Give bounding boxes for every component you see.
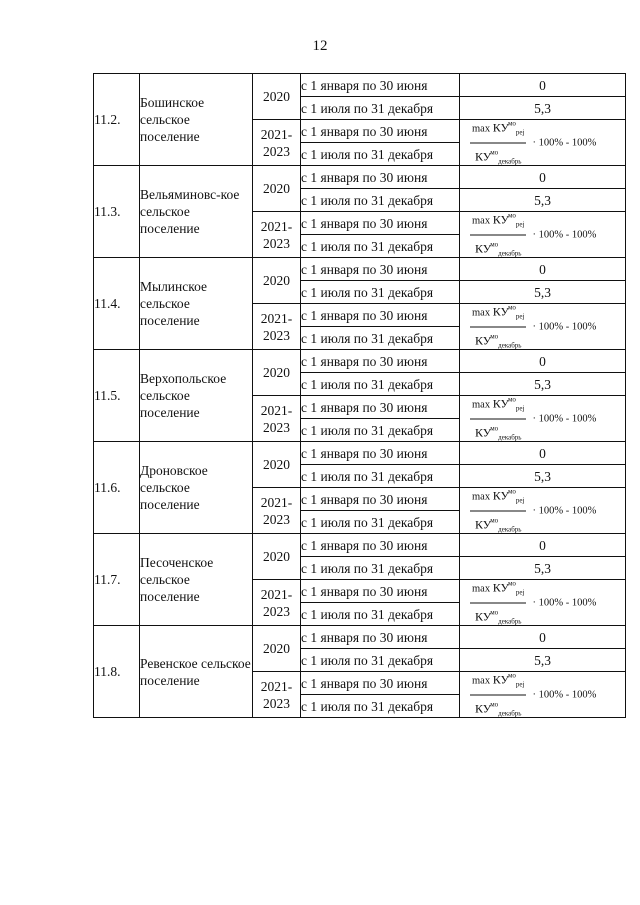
settlement-name: Ревенское сельское поселение: [140, 626, 253, 718]
formula-cell: [460, 304, 626, 350]
value-cell: 0: [460, 350, 626, 373]
period-cell: с 1 января по 30 июня: [301, 442, 460, 465]
period-cell: с 1 января по 30 июня: [301, 166, 460, 189]
settlement-name: Бошинское сельское поселение: [140, 74, 253, 166]
page-number: 12: [312, 38, 328, 54]
settlement-name: Мылинское сельское поселение: [140, 258, 253, 350]
value-cell: 0: [460, 74, 626, 97]
formula-cell: [460, 212, 626, 258]
year-cell: 2021-2023: [253, 580, 301, 626]
year-cell: 2020: [253, 442, 301, 488]
row-number: 11.6.: [94, 442, 140, 534]
year-cell: 2021-2023: [253, 120, 301, 166]
formula-cell: [460, 488, 626, 534]
index-formula: $\frac{\max КУ^{мо}_{реj}}{КУ^{мо}_{декабрь}}$ · 100% - 100%: [470, 483, 596, 538]
year-cell: 2020: [253, 74, 301, 120]
row-number: 11.2.: [94, 74, 140, 166]
year-cell: 2020: [253, 626, 301, 672]
period-cell: с 1 июля по 31 декабря: [301, 557, 460, 580]
settlement-name: Песоченское сельское поселение: [140, 534, 253, 626]
value-cell: 5,3: [460, 97, 626, 120]
table-row: [94, 74, 626, 97]
value-cell: 5,3: [460, 281, 626, 304]
value-cell: 0: [460, 166, 626, 189]
index-formula: $\frac{\max КУ^{мо}_{реj}}{КУ^{мо}_{декабрь}}$ · 100% - 100%: [470, 299, 596, 354]
period-cell: с 1 января по 30 июня: [301, 534, 460, 557]
year-cell: 2021-2023: [253, 672, 301, 718]
period-cell: с 1 июля по 31 декабря: [301, 281, 460, 304]
year-cell: 2020: [253, 350, 301, 396]
value-cell: 0: [460, 626, 626, 649]
value-cell: 5,3: [460, 649, 626, 672]
period-cell: с 1 июля по 31 декабря: [301, 695, 460, 718]
year-cell: 2021-2023: [253, 488, 301, 534]
settlement-name: Вельяминовс-кое сельское поселение: [140, 166, 253, 258]
period-cell: с 1 января по 30 июня: [301, 258, 460, 281]
value-cell: 0: [460, 258, 626, 281]
row-number: 11.4.: [94, 258, 140, 350]
row-number: 11.7.: [94, 534, 140, 626]
period-cell: с 1 января по 30 июня: [301, 212, 460, 235]
period-cell: с 1 января по 30 июня: [301, 488, 460, 511]
tariff-table: [93, 73, 626, 718]
settlement-name: Дроновское сельское поселение: [140, 442, 253, 534]
formula-cell: [460, 396, 626, 442]
year-cell: 2020: [253, 258, 301, 304]
index-formula: $\frac{\max КУ^{мо}_{реj}}{КУ^{мо}_{декабрь}}$ · 100% - 100%: [470, 575, 596, 630]
value-cell: 5,3: [460, 557, 626, 580]
settlement-name: Верхопольское сельское поселение: [140, 350, 253, 442]
value-cell: 5,3: [460, 373, 626, 396]
index-formula: $\frac{\max КУ^{мо}_{реj}}{КУ^{мо}_{декабрь}}$ · 100% - 100%: [470, 115, 596, 170]
period-cell: с 1 января по 30 июня: [301, 580, 460, 603]
value-cell: 0: [460, 442, 626, 465]
formula-cell: [460, 580, 626, 626]
period-cell: с 1 января по 30 июня: [301, 74, 460, 97]
period-cell: с 1 января по 30 июня: [301, 396, 460, 419]
period-cell: с 1 июля по 31 декабря: [301, 143, 460, 166]
period-cell: с 1 июля по 31 декабря: [301, 373, 460, 396]
index-formula: $\frac{\max КУ^{мо}_{реj}}{КУ^{мо}_{декабрь}}$ · 100% - 100%: [470, 207, 596, 262]
formula-cell: [460, 120, 626, 166]
period-cell: с 1 июля по 31 декабря: [301, 419, 460, 442]
period-cell: с 1 июля по 31 декабря: [301, 327, 460, 350]
row-number: 11.8.: [94, 626, 140, 718]
year-cell: 2020: [253, 534, 301, 580]
row-number: 11.5.: [94, 350, 140, 442]
year-cell: 2021-2023: [253, 304, 301, 350]
period-cell: с 1 июля по 31 декабря: [301, 97, 460, 120]
period-cell: с 1 января по 30 июня: [301, 350, 460, 373]
period-cell: с 1 июля по 31 декабря: [301, 235, 460, 258]
year-cell: 2021-2023: [253, 212, 301, 258]
formula-cell: [460, 672, 626, 718]
period-cell: с 1 июля по 31 декабря: [301, 603, 460, 626]
row-number: 11.3.: [94, 166, 140, 258]
index-formula: $\frac{\max КУ^{мо}_{реj}}{КУ^{мо}_{декабрь}}$ · 100% - 100%: [470, 667, 596, 722]
year-cell: 2020: [253, 166, 301, 212]
period-cell: с 1 января по 30 июня: [301, 626, 460, 649]
year-cell: 2021-2023: [253, 396, 301, 442]
index-formula: $\frac{\max КУ^{мо}_{реj}}{КУ^{мо}_{декабрь}}$ · 100% - 100%: [470, 391, 596, 446]
period-cell: с 1 июля по 31 декабря: [301, 511, 460, 534]
period-cell: с 1 января по 30 июня: [301, 120, 460, 143]
period-cell: с 1 января по 30 июня: [301, 672, 460, 695]
period-cell: с 1 июля по 31 декабря: [301, 189, 460, 212]
period-cell: с 1 января по 30 июня: [301, 304, 460, 327]
value-cell: 0: [460, 534, 626, 557]
period-cell: с 1 июля по 31 декабря: [301, 465, 460, 488]
value-cell: 5,3: [460, 189, 626, 212]
period-cell: с 1 июля по 31 декабря: [301, 649, 460, 672]
value-cell: 5,3: [460, 465, 626, 488]
